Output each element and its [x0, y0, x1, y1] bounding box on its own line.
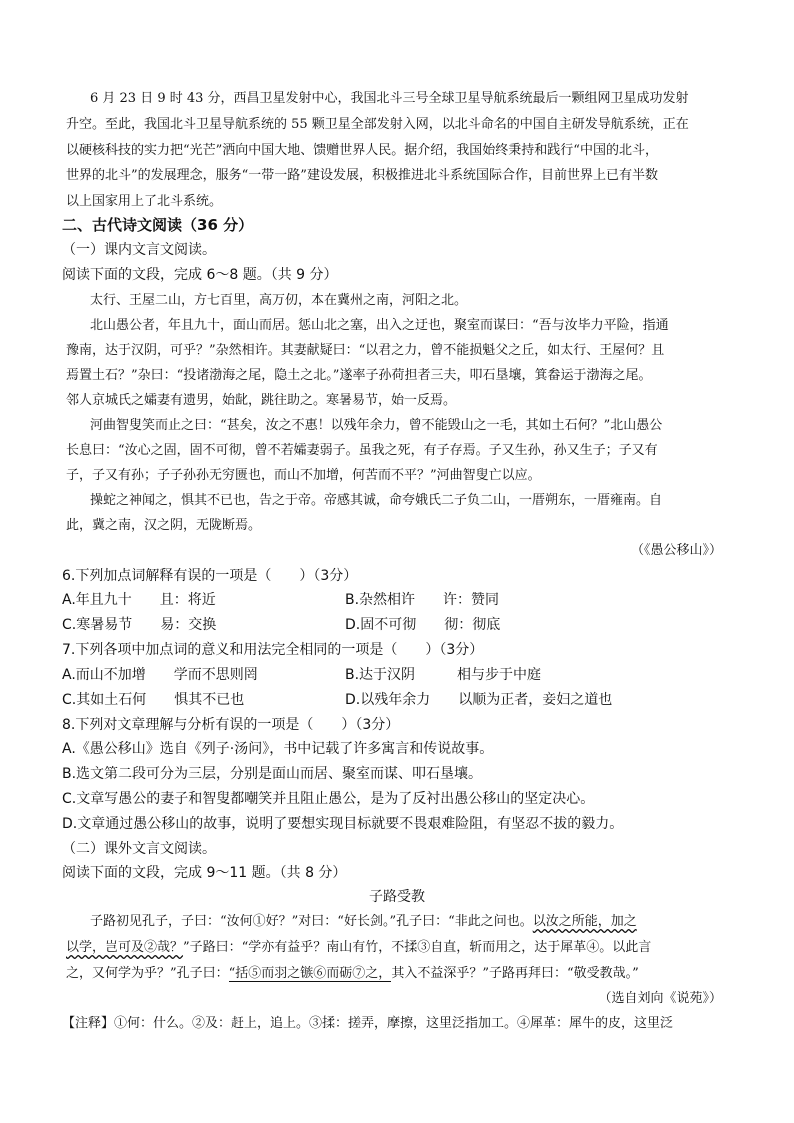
intro-line-5: 以上国家用上了北斗系统。 [66, 194, 223, 209]
q8-option-a: A.《愚公移山》选自《列子·汤问》，书中记载了许多寓言和传说故事。 [62, 741, 494, 757]
passage1-line-2: 北山愚公者，年且九十，面山而居。惩山北之塞，出入之迂也，聚室而谋曰：“吾与汝毕力平险，指通 [90, 318, 669, 333]
q6-option-d: D.固不可彻 彻：彻底 [345, 617, 501, 633]
intro-line-2: 升空。至此，我国北斗卫星导航系统的 55 颗卫星全部发射入网，以北斗命名的中国自主研发导航系统，正在 [66, 117, 689, 132]
passage1-line-7: 长息曰：“汝心之固，固不可彻，曾不若孀妻弱子。虽我之死，有子存焉。子又生孙，孙又生子；子又有 [66, 443, 658, 458]
passage2-line-3-text: 之，又何学为乎？”孔子曰： [66, 966, 229, 981]
intro-line-4: 世界的北斗”的发展理念，服务“一带一路”建设发展，积极推进北斗系统国际合作，目前世界上已有半数 [66, 168, 658, 183]
passage2-line-1 [90, 913, 637, 931]
q8-option-c: C.文章写愚公的妻子和智叟都嘲笑并且阻止愚公，是为了反衬出愚公移山的坚定决心。 [62, 791, 595, 807]
passage1-line-4: 焉置土石？”杂曰：“投诸渤海之尾，隐土之北。”遂率子孙荷担者三夫，叩石垦壤，箕畚运于渤海之尾。 [66, 368, 652, 383]
intro-line-1: 6 月 23 日 9 时 43 分，西昌卫星发射中心，我国北斗三号全球卫星导航系统最后一颗组网卫星成功发射 [90, 91, 689, 106]
passage1-line-8: 子，子又有孙；子子孙孙无穷匮也，而山不加增，何苦而不平？”河曲智叟亡以应。 [66, 468, 541, 483]
passage1-line-9: 操蛇之神闻之，惧其不已也，告之于帝。帝感其诚，命夸娥氏二子负二山，一厝朔东，一厝雍南。自 [90, 493, 663, 508]
part1-heading: （一）课内文言文阅读。 [62, 242, 216, 258]
q8-option-b: B.选文第二段可分为三层，分别是面山而居、聚室而谋、叩石垦壤。 [62, 766, 483, 782]
q7-stem: 7.下列各项中加点词的意义和用法完全相同的一项是（ ）（3分） [62, 642, 484, 658]
q8-option-d: D.文章通过愚公移山的故事，说明了要想实现目标就要不畏艰难险阻，有坚忍不拔的毅力。 [62, 816, 624, 832]
passage2-line-3-tail: 其入不益深乎？”子路再拜曰：“敬受教哉。” [391, 966, 639, 981]
passage1-line-10: 此，冀之南，汉之阴，无陇断焉。 [66, 518, 262, 533]
q7-option-c: C.其如土石何 惧其不已也 [62, 692, 245, 708]
q7-option-b: B.达于汉阴 相与步于中庭 [345, 667, 542, 683]
passage2-underlined-phrase: “括⑤而羽之镞⑥而砺⑦之， [228, 966, 392, 981]
passage2-line-3 [66, 965, 639, 983]
intro-line-3: 以硬核科技的实力把“光芒”洒向中国大地、馈赠世界人民。据介绍，我国始终秉持和践行“中国的北斗， [66, 143, 658, 158]
passage2-line-1-text: 子路初见孔子，子曰：“汝何①好？”对曰：“好长剑。”孔子曰：“非此之问也。 [90, 914, 533, 929]
passage2-line-2-text: ”子路曰：“学亦有益乎？南山有竹，不揉③自直，斩而用之，达于犀革④。以此言 [183, 940, 652, 955]
passage2-source: （选自刘向《说苑》） [598, 991, 722, 1006]
q7-option-a: A.而山不加增 学而不思则罔 [62, 667, 258, 683]
q6-option-c: C.寒暑易节 易：交换 [62, 617, 217, 633]
passage2-line-2 [66, 939, 651, 957]
q6-option-b: B.杂然相许 许：赞同 [345, 592, 500, 608]
passage2-title: 子路受教 [369, 889, 425, 905]
q6-stem: 6.下列加点词解释有误的一项是（ ）（3分） [62, 568, 358, 584]
passage1-source: （《愚公移山》） [630, 543, 722, 558]
q8-stem: 8.下列对文章理解与分析有误的一项是（ ）（3分） [62, 717, 400, 733]
part2-instruction: 阅读下面的文段，完成 9～11 题。（共 8 分） [62, 865, 347, 881]
passage1-line-5: 邻人京城氏之孀妻有遗男，始龀，跳往助之。寒暑易节，始一反焉。 [66, 393, 457, 408]
part2-heading: （二）课外文言文阅读。 [62, 841, 216, 857]
q6-option-a: A.年且九十 且：将近 [62, 592, 216, 608]
section-heading: 二、古代诗文阅读（36 分） [62, 216, 254, 234]
passage1-line-6: 河曲智叟笑而止之曰：“甚矣，汝之不惠！以残年余力，曾不能毁山之一毛，其如土石何？”北山愚公 [90, 418, 663, 433]
q7-option-d: D.以残年余力 以顺为正者，妾妇之道也 [345, 692, 613, 708]
part1-instruction: 阅读下面的文段，完成 6～8 题。（共 9 分） [62, 267, 338, 283]
passage2-wavy-sentence-part2: 以学，岂可及②哉？ [66, 940, 184, 955]
passage1-line-3: 豫南，达于汉阴，可乎？”杂然相许。其妻献疑曰：“以君之力，曾不能损魁父之丘，如太行、王屋何？且 [66, 343, 665, 358]
annotation-notes: 【注释】①何：什么。②及：赶上，追上。③揉：搓弄，摩擦，这里泛指加工。④犀革：犀牛的皮，这里泛 [62, 1016, 674, 1031]
passage1-line-1: 太行、王屋二山，方七百里，高万仞，本在冀州之南，河阳之北。 [90, 293, 468, 308]
passage2-wavy-sentence-part1: 以汝之所能，加之 [532, 914, 637, 929]
